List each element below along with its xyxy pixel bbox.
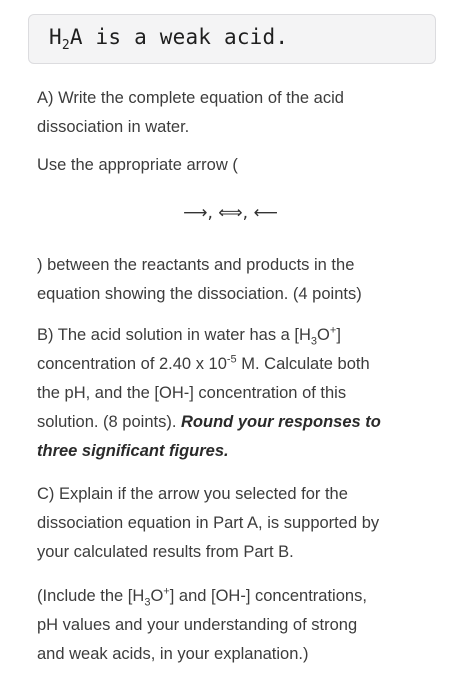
note-line bbox=[37, 582, 437, 611]
part-c-line: your calculated results from Part B. bbox=[37, 543, 294, 561]
header-prefix: H bbox=[49, 25, 62, 49]
part-a-line: A) Write the complete equation of the acid bbox=[37, 89, 344, 107]
text-span: ] bbox=[336, 326, 341, 344]
text-span: B) The acid solution in water has a [H bbox=[37, 326, 311, 344]
subscript: 3 bbox=[310, 335, 318, 348]
part-b-line bbox=[37, 321, 437, 350]
part-c-text bbox=[37, 480, 437, 567]
superscript: -5 bbox=[226, 353, 237, 366]
part-a-text bbox=[37, 84, 437, 142]
question-header bbox=[28, 14, 436, 64]
text-span: O bbox=[150, 587, 164, 605]
superscript: + bbox=[329, 324, 337, 337]
part-c-line: dissociation equation in Part A, is supported by bbox=[37, 514, 380, 532]
part-b-line: the pH, and the [OH-] concentration of this bbox=[37, 384, 347, 402]
text-span: solution. (8 points). bbox=[37, 413, 181, 431]
text-span: ] and [OH-] concentrations, bbox=[169, 587, 367, 605]
header-subscript: 2 bbox=[61, 38, 70, 54]
superscript: + bbox=[163, 585, 170, 598]
part-a-line: equation showing the dissociation. (4 points) bbox=[37, 285, 362, 303]
part-b-line: three significant figures. bbox=[37, 442, 229, 460]
note-line: pH values and your understanding of strong bbox=[37, 616, 358, 634]
part-b-text bbox=[37, 321, 437, 466]
subscript: 3 bbox=[144, 596, 151, 609]
text-span: O bbox=[317, 326, 330, 344]
note-line: and weak acids, in your explanation.) bbox=[37, 645, 309, 663]
note-text bbox=[37, 582, 437, 669]
text-span: (Include the [H bbox=[37, 587, 145, 605]
header-title bbox=[49, 25, 289, 54]
part-a-continued bbox=[37, 251, 437, 309]
arrow-options: ⟶, ⟺, ⟵ bbox=[183, 203, 278, 223]
emphasis-text: Round your responses to bbox=[181, 413, 381, 431]
part-c-line: C) Explain if the arrow you selected for the bbox=[37, 485, 348, 503]
header-rest: A is a weak acid. bbox=[69, 25, 289, 49]
text-span: M. Calculate both bbox=[236, 355, 370, 373]
arrow-intro bbox=[37, 151, 437, 180]
part-a-line: dissociation in water. bbox=[37, 118, 190, 136]
part-b-line bbox=[37, 350, 437, 379]
arrow-intro-text: Use the appropriate arrow ( bbox=[37, 156, 238, 174]
part-b-line bbox=[37, 408, 437, 437]
text-span: concentration of 2.40 x 10 bbox=[37, 355, 227, 373]
part-a-line: ) between the reactants and products in the bbox=[37, 256, 355, 274]
